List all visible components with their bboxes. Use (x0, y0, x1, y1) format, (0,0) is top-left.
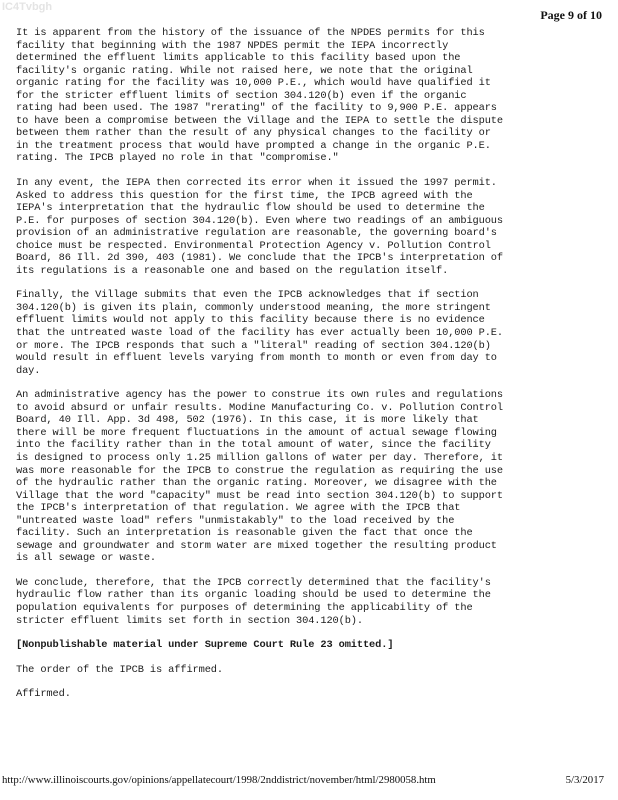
text-line: that the untreated waste load of the facility has ever actually been 10,000 P.E. (16, 327, 503, 340)
text-line: Finally, the Village submits that even the IPCB acknowledges that if section (16, 289, 479, 302)
text-line: facility. Such an interpretation is reasonable given the fact that once the (16, 527, 473, 540)
text-line: of the hydraulic rather than the organic rating. Moreover, we disagree with the (16, 477, 497, 490)
text-line: We conclude, therefore, that the IPCB correctly determined that the facility's (16, 576, 491, 589)
paragraph-1 (16, 27, 604, 165)
text-line: provision of an administrative regulation are reasonable, the governing board's (16, 227, 497, 240)
text-line: its regulations is a reasonable one and based on the regulation itself. (16, 264, 449, 277)
footer-date: 5/3/2017 (565, 774, 604, 786)
nonpublishable-note-text: [Nonpublishable material under Supreme Court Rule 23 omitted.] (16, 639, 394, 652)
text-line: 304.120(b) is given its plain, commonly understood meaning, the more stringent (16, 301, 491, 314)
text-line: or more. The IPCB responds that such a "literal" reading of section 304.120(b) (16, 339, 491, 352)
paragraph-5 (16, 577, 604, 627)
text-line: to have been a compromise between the Village and the IEPA to settle the dispute (16, 114, 503, 127)
text-line: is designed to process only 1.25 million gallons of water per day. Therefore, it (16, 451, 503, 464)
text-line: day. (16, 364, 41, 377)
text-line: An administrative agency has the power to construe its own rules and regulations (16, 389, 503, 402)
nonpublishable-note (16, 639, 604, 652)
opinion-body (16, 27, 604, 713)
text-line: is all sewage or waste. (16, 552, 157, 565)
paragraph-4 (16, 389, 604, 565)
text-line: facility's organic rating. While not raised here, we note that the original (16, 64, 473, 77)
text-line: choice must be respected. Environmental Protection Agency v. Pollution Control (16, 239, 491, 252)
text-line: there will be more frequent fluctuations in the amount of actual sewage flowing (16, 426, 497, 439)
order-statement (16, 664, 604, 677)
text-line: It is apparent from the history of the issuance of the NPDES permits for this (16, 27, 485, 39)
text-line: determined the effluent limits applicable to this facility based upon the (16, 52, 461, 65)
text-line: would result in effluent levels varying from month to month or even from day to (16, 352, 497, 365)
text-line: for the stricter effluent limits of section 304.120(b) even if the organic (16, 89, 467, 102)
text-line: between them rather than the result of any physical changes to the facility or (16, 127, 491, 140)
paragraph-3 (16, 289, 604, 377)
disposition (16, 688, 604, 701)
text-line: rating. The IPCB played no role in that "compromise." (16, 152, 339, 165)
paragraph-2 (16, 177, 604, 277)
text-line: Asked to address this question for the first time, the IPCB agreed with the (16, 189, 473, 202)
text-line: Village that the word "capacity" must be read into section 304.120(b) to support (16, 489, 503, 502)
text-line: P.E. for purposes of section 304.120(b). Even where two readings of an ambiguous (16, 214, 503, 227)
text-line: effluent limits would not apply to this facility because there is no evidence (16, 314, 485, 327)
page-number: Page 9 of 10 (540, 8, 602, 22)
text-line: organic rating for the facility was 10,000 P.E., which would have qualified it (16, 77, 491, 90)
text-line: sewage and groundwater and storm water are mixed together the resulting product (16, 539, 497, 552)
footer-url: http://www.illinoiscourts.gov/opinions/appellatecourt/1998/2nddistrict/november/html/2980058.htm (2, 774, 436, 786)
text-line: rating had been used. The 1987 "rerating" of the facility to 9,900 P.E. appears (16, 102, 497, 115)
text-line: Board, 40 Ill. App. 3d 498, 502 (1976). In this case, it is more likely that (16, 414, 479, 427)
text-line: was more reasonable for the IPCB to construe the regulation as requiring the use (16, 464, 503, 477)
text-line: population equivalents for purposes of determining the applicability of the (16, 601, 473, 614)
text-line: Board, 86 Ill. 2d 390, 403 (1981). We conclude that the IPCB's interpretation of (16, 252, 503, 265)
header-stamp: IC4Tvbgh (2, 1, 53, 13)
text-line: stricter effluent limits set forth in section 304.120(b). (16, 614, 363, 627)
text-line: the IPCB's interpretation of that regulation. We agree with the IPCB that (16, 502, 461, 515)
text-line: In any event, the IEPA then corrected its error when it issued the 1997 permit. (16, 177, 497, 190)
text-line: into the facility rather than in the total amount of water, since the facility (16, 439, 491, 452)
text-line: in the treatment process that would have prompted a change in the organic P.E. (16, 139, 491, 152)
text-line: IEPA's interpretation that the hydraulic flow should be used to determine the (16, 202, 485, 215)
text-line: facility that beginning with the 1987 NPDES permit the IEPA incorrectly (16, 39, 449, 52)
disposition-text: Affirmed. (16, 688, 71, 701)
text-line: hydraulic flow rather than its organic loading should be used to determine the (16, 589, 491, 602)
text-line: "untreated waste load" refers "unmistakably" to the load received by the (16, 514, 455, 527)
text-line: to avoid absurd or unfair results. Modine Manufacturing Co. v. Pollution Control (16, 401, 503, 414)
order-text: The order of the IPCB is affirmed. (16, 663, 223, 676)
